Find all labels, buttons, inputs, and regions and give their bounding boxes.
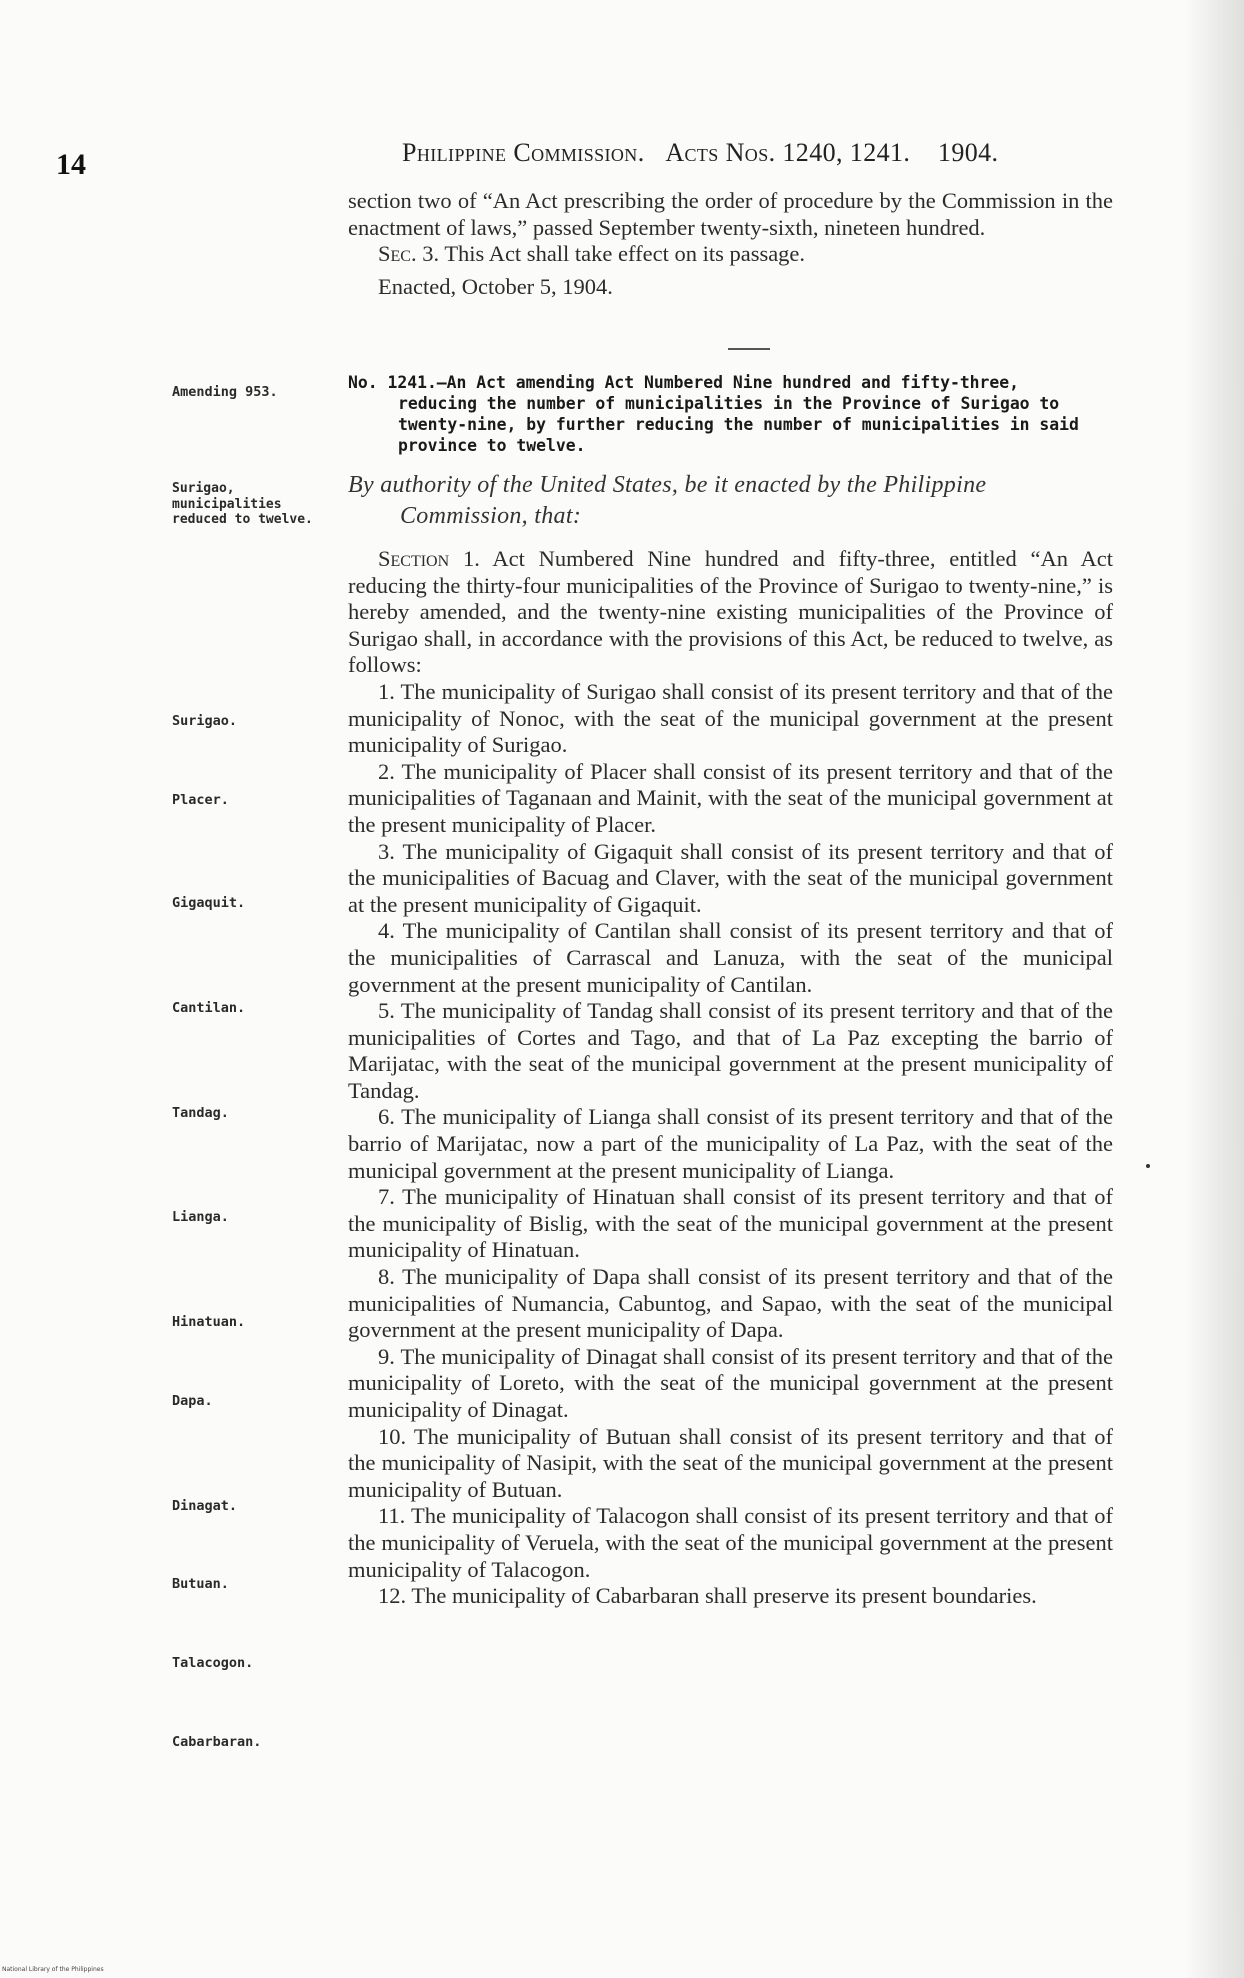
section-3-text: This Act shall take effect on its passage. [444, 241, 806, 267]
item-text: The municipality of Tandag shall consist of its present territory and that of the municipalities of Cortes and Tago, and that of La Paz excepting the barrio of Marijatac, with the seat of the municipal government at the present municipality of Tandag. [348, 998, 1113, 1103]
section-1 [348, 546, 1113, 679]
section-3-label: Sec. 3. [378, 241, 440, 267]
item-number: 2. [378, 758, 395, 784]
item-text: The municipality of Placer shall consist of its present territory and that of the municipalities of Taganaan and Mainit, with the seat of the municipal government at the present municipality of Placer. [348, 758, 1113, 837]
item-text: The municipality of Dinagat shall consist of its present territory and that of the municipality of Loreto, with the seat of the municipal government at the present municipality of Dinagat. [348, 1343, 1114, 1422]
list-item [348, 918, 1113, 998]
margin-note-town: Cantilan. [172, 1000, 246, 1016]
margin-note-town: Surigao. [172, 713, 238, 729]
item-text: The municipality of Dapa shall consist of its present territory and that of the municipalities of Numancia, Cabuntog, and Sapao, with the seat of the municipal government at the present municipality of Dapa. [348, 1264, 1114, 1343]
item-number: 6. [378, 1104, 395, 1130]
item-number: 4. [378, 918, 395, 944]
running-head-year: 1904. [937, 138, 999, 167]
item-number: 5. [378, 998, 395, 1024]
item-text: The municipality of Talacogon shall consist of its present territory and that of the municipality of Veruela, with the seat of the municipal government at the present municipality of Talacogon. [348, 1503, 1113, 1582]
page-number: 14 [56, 148, 86, 181]
margin-note-town: Gigaquit. [172, 895, 246, 911]
list-item [348, 1184, 1113, 1264]
list-item [348, 1344, 1113, 1424]
enacting-line-1: By authority of the United States, be it enacted by the Philippine [348, 472, 987, 498]
item-number: 12. [378, 1583, 407, 1609]
list-item [348, 759, 1113, 839]
enacting-clause [348, 470, 1113, 532]
item-text: The municipality of Lianga shall consist of its present territory and that of the barrio of Marijatac, now a part of the municipality of La Paz, with the seat of the municipal government at the present municipality of Lianga. [348, 1104, 1113, 1183]
item-number: 8. [378, 1264, 395, 1290]
item-number: 3. [378, 838, 395, 864]
margin-note-reduced: Surigao, municipalities reduced to twelve. [172, 481, 313, 527]
previous-act-tail [348, 188, 1113, 300]
margin-note-town: Cabarbaran. [172, 1734, 262, 1750]
item-text: The municipality of Cantilan shall consist of its present territory and that of the municipalities of Carrascal and Lanuza, with the seat of the municipal government at the present municipality of Cantilan. [348, 918, 1113, 997]
list-item [348, 679, 1113, 759]
act-title-rest: reducing the number of municipalities in the Province of Surigao to twenty-nine, by further reducing the number of municipalities in said province to twelve. [398, 394, 1079, 455]
item-text: The municipality of Butuan shall consist of its present territory and that of the municipality of Nasipit, with the seat of the municipal government at the present municipality of Butuan. [348, 1423, 1114, 1502]
margin-note-town: Dapa. [172, 1393, 213, 1409]
margin-note-amending: Amending 953. [172, 384, 278, 400]
act-title-line1: No. 1241.—An Act amending Act Numbered Nine hundred and fifty-three, [348, 373, 1020, 392]
item-number: 11. [378, 1503, 406, 1529]
margin-note-town: Tandag. [172, 1105, 229, 1121]
item-text: The municipality of Gigaquit shall consist of its present territory and that of the municipalities of Bacuag and Claver, with the seat of the municipal government at the present municipality of Gigaquit. [348, 838, 1114, 917]
list-item [348, 1264, 1113, 1344]
item-number: 7. [378, 1184, 395, 1210]
enacting-line-2: Commission, that: [400, 503, 582, 529]
item-number: 9. [378, 1343, 395, 1369]
item-text: The municipality of Cabarbaran shall preserve its present boundaries. [411, 1583, 1037, 1609]
previous-act-text: section two of “An Act prescribing the order of procedure by the Commission in the enactment of laws,” passed September twenty-sixth, nineteen hundred. [348, 188, 1113, 240]
section-divider [728, 348, 770, 350]
list-item [348, 998, 1113, 1104]
margin-note-town: Hinatuan. [172, 1314, 246, 1330]
section-1-text: Act Numbered Nine hundred and fifty-three, entitled “An Act reducing the thirty-four municipalities of the Province of Surigao to twenty-nine,” is hereby amended, and the twenty-nine existing municipalities of the Province of Surigao shall, in accordance with the provisions of this Act, be reduced to twelve, as follows: [348, 546, 1114, 678]
section-1-body [348, 546, 1113, 1610]
act-title [348, 372, 1113, 456]
list-item [348, 1424, 1113, 1504]
running-head-acts: Acts Nos. 1240, 1241. [665, 138, 911, 167]
list-item [348, 1503, 1113, 1583]
section-3 [348, 241, 1113, 268]
item-text: The municipality of Surigao shall consist of its present territory and that of the municipality of Nonoc, with the seat of the municipal government at the present municipality of Surigao. [348, 678, 1114, 758]
item-number: 1. [378, 678, 395, 704]
section-1-label: Section 1. [378, 546, 480, 571]
running-head-commission: Philippine Commission. [402, 138, 645, 167]
enacted-date: Enacted, October 5, 1904. [378, 273, 613, 299]
footer-credit: National Library of the Philippines [2, 1966, 104, 1973]
margin-note-town: Lianga. [172, 1209, 229, 1225]
list-item [348, 839, 1113, 919]
scan-speck [1146, 1164, 1150, 1168]
margin-note-town: Butuan. [172, 1576, 229, 1592]
margin-note-town: Placer. [172, 792, 229, 808]
running-head [402, 138, 1102, 168]
list-item [348, 1583, 1113, 1610]
margin-note-town: Dinagat. [172, 1498, 238, 1514]
scan-edge-shadow [1184, 0, 1244, 1978]
margin-note-town: Talacogon. [172, 1655, 254, 1671]
list-item [348, 1104, 1113, 1184]
item-text: The municipality of Hinatuan shall consist of its present territory and that of the municipality of Bislig, with the seat of the municipal government at the present municipality of Hinatuan. [348, 1184, 1113, 1263]
item-number: 10. [378, 1423, 407, 1449]
